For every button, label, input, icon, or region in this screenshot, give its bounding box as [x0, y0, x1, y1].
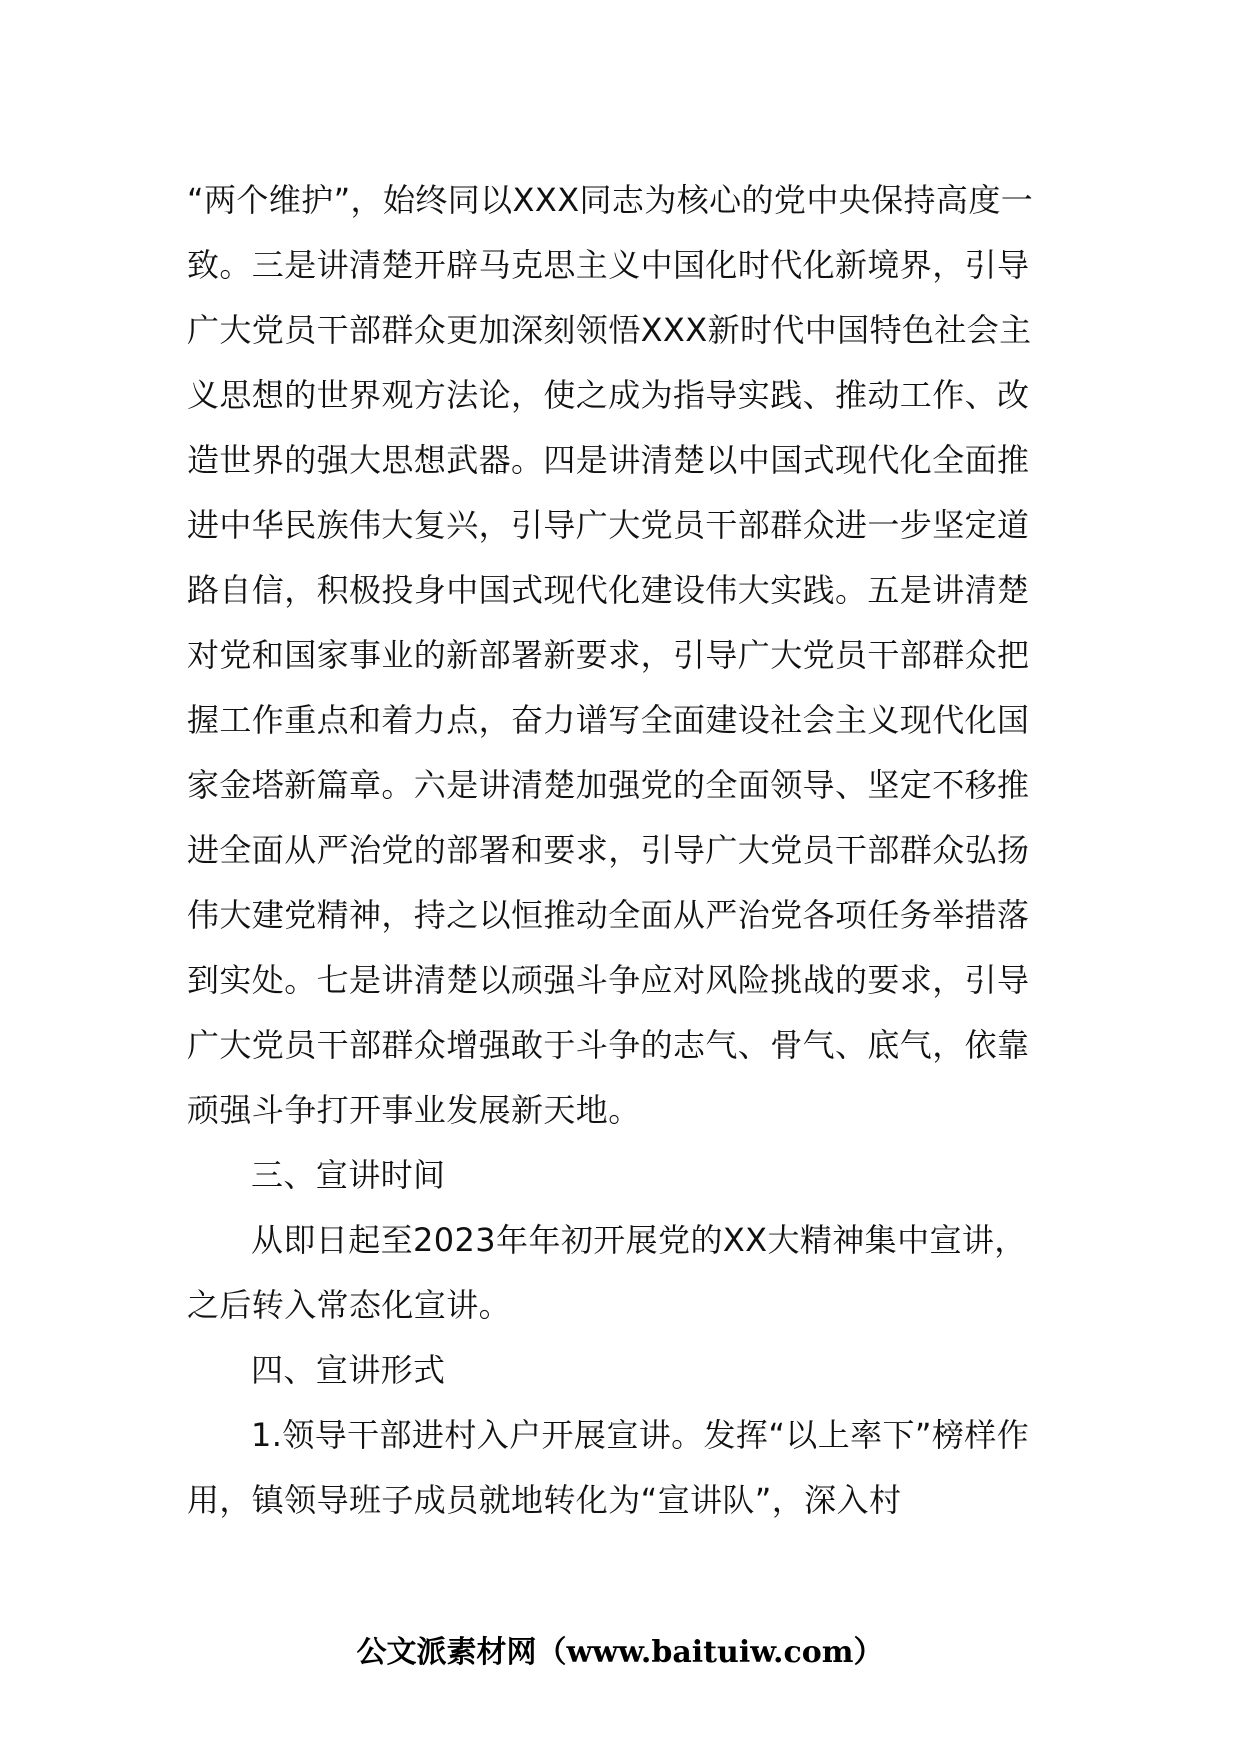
section-heading-form: 四、宣讲形式 — [251, 1351, 446, 1389]
paragraph-continuation: “两个维护”，始终同以XXX同志为核心的党中央保持高度一致。三是讲清楚开辟马克思主义中国化时代化新境界，引导广大党员干部群众更加深刻领悟XXX新时代中国特色社会主义思想的世界观方法论，使之成为指导实践、推动工作、改造世界的强大思想武器。四是讲清楚以中国式现代化全面推进中华民族伟大复兴，引导广大党员干部群众进一步坚定道路自信，积极投身中国式现代化建设伟大实践。五是讲清楚对党和国家事业的新部署新要求，引导广大党员干部群众把握工作重点和着力点，奋力谱写全面建设社会主义现代化国家金塔新篇章。六是讲清楚加强党的全面领导、坚定不移推进全面从严治党的部署和要求，引导广大党员干部群众弘扬伟大建党精神，持之以恒推动全面从严治党各项任务举措落到实处。七是讲清楚以顽强斗争应对风险挑战的要求，引导广大党员干部群众增强敢于斗争的志气、骨气、底气，依靠顽强斗争打开事业发展新天地。 — [187, 181, 1034, 1129]
section-heading-time: 三、宣讲时间 — [251, 1156, 446, 1194]
paragraph-time: 从即日起至2023年年初开展党的XX大精神集中宣讲，之后转入常态化宣讲。 — [187, 1221, 1027, 1324]
document-body — [187, 168, 1053, 1533]
watermark-footer: 公文派素材网（www.baituiw.com） — [356, 1635, 884, 1670]
paragraph-form-item-1: 1.领导干部进村入户开展宣讲。发挥“以上率下”榜样作用，镇领导班子成员就地转化为“宣讲队”，深入村 — [187, 1416, 1030, 1519]
